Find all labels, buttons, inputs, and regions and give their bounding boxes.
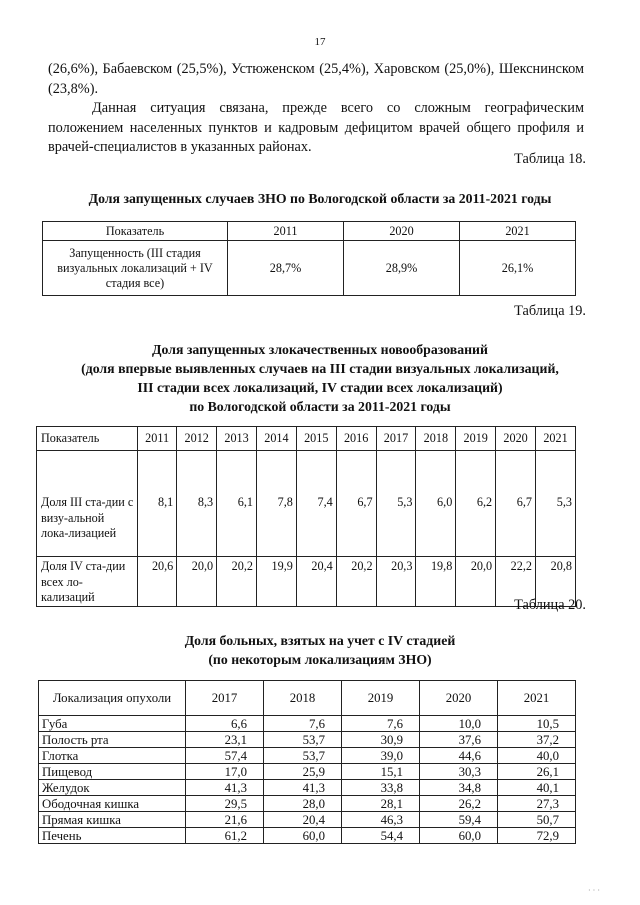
table-row bbox=[39, 764, 576, 780]
table-row bbox=[39, 812, 576, 828]
cell: 26,1% bbox=[460, 241, 576, 296]
intro-text bbox=[48, 60, 584, 158]
cell: 34,8 bbox=[420, 780, 498, 796]
cell: 72,9 bbox=[498, 828, 576, 844]
cell: 20,2 bbox=[336, 557, 376, 607]
header-cell: 2011 bbox=[138, 427, 177, 451]
header-cell: 2019 bbox=[342, 681, 420, 716]
cell: 57,4 bbox=[186, 748, 264, 764]
intro-paragraph: Данная ситуация связана, прежде всего со сложным географическим положением населенных пунктов и кадровым дефицитом врачей общего профиля и врачей-специалистов в указанных районах. bbox=[48, 100, 584, 155]
header-cell: 2011 bbox=[228, 222, 344, 241]
table-row bbox=[43, 241, 576, 296]
row-label: Глотка bbox=[39, 748, 186, 764]
cell: 8,1 bbox=[138, 451, 177, 557]
table20-body bbox=[39, 716, 576, 844]
header-cell: 2020 bbox=[420, 681, 498, 716]
cell: 41,3 bbox=[264, 780, 342, 796]
header-cell: 2016 bbox=[336, 427, 376, 451]
table-row bbox=[37, 451, 576, 557]
cell: 26,2 bbox=[420, 796, 498, 812]
cell: 17,0 bbox=[186, 764, 264, 780]
table20-title bbox=[40, 631, 600, 669]
cell: 6,7 bbox=[336, 451, 376, 557]
table18-title: Доля запущенных случаев ЗНО по Вологодской области за 2011-2021 годы bbox=[88, 191, 552, 206]
cell: 6,1 bbox=[217, 451, 257, 557]
cell: 60,0 bbox=[420, 828, 498, 844]
table-header-row bbox=[37, 427, 576, 451]
header-cell: 2017 bbox=[376, 427, 416, 451]
title-line: Доля запущенных злокачественных новообразований bbox=[152, 342, 488, 357]
title-line: (по некоторым локализациям ЗНО) bbox=[208, 652, 432, 667]
cell: 40,1 bbox=[498, 780, 576, 796]
row-label: Печень bbox=[39, 828, 186, 844]
intro-line: (26,6%), Бабаевском (25,5%), Устюженском (25,4%), Харовском (25,0%), Шекснинском (23,8%). bbox=[48, 61, 584, 97]
cell: 6,2 bbox=[456, 451, 496, 557]
table19-caption: Таблица 19. bbox=[514, 303, 586, 319]
cell: 23,1 bbox=[186, 732, 264, 748]
row-label: Желудок bbox=[39, 780, 186, 796]
cell: 20,3 bbox=[376, 557, 416, 607]
cell: 7,8 bbox=[256, 451, 296, 557]
row-label: Ободочная кишка bbox=[39, 796, 186, 812]
cell: 46,3 bbox=[342, 812, 420, 828]
cell: 39,0 bbox=[342, 748, 420, 764]
title-line: (доля впервые выявленных случаев на III стадии визуальных локализаций, bbox=[81, 361, 559, 376]
cell: 7,6 bbox=[342, 716, 420, 732]
header-cell: 2017 bbox=[186, 681, 264, 716]
cell: 50,7 bbox=[498, 812, 576, 828]
header-cell: 2020 bbox=[344, 222, 460, 241]
cell: 37,2 bbox=[498, 732, 576, 748]
cell: 30,3 bbox=[420, 764, 498, 780]
cell: 20,4 bbox=[296, 557, 336, 607]
cell: 8,3 bbox=[177, 451, 217, 557]
header-cell: 2015 bbox=[296, 427, 336, 451]
row-label: Полость рта bbox=[39, 732, 186, 748]
row-label: Прямая кишка bbox=[39, 812, 186, 828]
cell: 22,2 bbox=[496, 557, 536, 607]
cell: 60,0 bbox=[264, 828, 342, 844]
header-cell: 2019 bbox=[456, 427, 496, 451]
cell: 19,9 bbox=[256, 557, 296, 607]
cell: 40,0 bbox=[498, 748, 576, 764]
row-label: Губа bbox=[39, 716, 186, 732]
table-row bbox=[39, 716, 576, 732]
header-cell: 2018 bbox=[416, 427, 456, 451]
header-cell: Показатель bbox=[43, 222, 228, 241]
header-cell: 2014 bbox=[256, 427, 296, 451]
cell: 28,7% bbox=[228, 241, 344, 296]
cell: 29,5 bbox=[186, 796, 264, 812]
header-cell: 2020 bbox=[496, 427, 536, 451]
cell: 7,6 bbox=[264, 716, 342, 732]
table-row bbox=[39, 780, 576, 796]
header-cell: 2021 bbox=[498, 681, 576, 716]
header-cell: 2012 bbox=[177, 427, 217, 451]
cell: 53,7 bbox=[264, 732, 342, 748]
row-label: Запущенность (III стадия визуальных локализаций + IV стадия все) bbox=[43, 241, 228, 296]
cell: 41,3 bbox=[186, 780, 264, 796]
cell: 53,7 bbox=[264, 748, 342, 764]
cell: 61,2 bbox=[186, 828, 264, 844]
cell: 37,6 bbox=[420, 732, 498, 748]
cell: 20,8 bbox=[536, 557, 576, 607]
cell: 28,0 bbox=[264, 796, 342, 812]
row-label: Доля IV ста-дии всех ло-кализаций bbox=[37, 557, 138, 607]
cell: 20,4 bbox=[264, 812, 342, 828]
cell: 30,9 bbox=[342, 732, 420, 748]
title-line: Доля больных, взятых на учет с IV стадией bbox=[184, 633, 456, 648]
table20-caption: Таблица 20. bbox=[514, 597, 586, 613]
corner-mark: · · · bbox=[588, 886, 600, 895]
cell: 20,0 bbox=[456, 557, 496, 607]
cell: 21,6 bbox=[186, 812, 264, 828]
cell: 54,4 bbox=[342, 828, 420, 844]
row-label: Доля III ста-дии с визу-альной лока-лизацией bbox=[37, 451, 138, 557]
title-line: по Вологодской области за 2011-2021 годы bbox=[189, 399, 451, 414]
header-cell: Показатель bbox=[37, 427, 138, 451]
cell: 20,2 bbox=[217, 557, 257, 607]
header-cell: 2018 bbox=[264, 681, 342, 716]
cell: 20,6 bbox=[138, 557, 177, 607]
cell: 6,6 bbox=[186, 716, 264, 732]
table19 bbox=[36, 426, 576, 607]
table-row bbox=[39, 748, 576, 764]
header-cell: 2013 bbox=[217, 427, 257, 451]
cell: 15,1 bbox=[342, 764, 420, 780]
page-number: 17 bbox=[314, 36, 326, 48]
table-header-row bbox=[39, 681, 576, 716]
cell: 28,1 bbox=[342, 796, 420, 812]
cell: 19,8 bbox=[416, 557, 456, 607]
table-row bbox=[39, 732, 576, 748]
table20 bbox=[38, 680, 576, 844]
cell: 7,4 bbox=[296, 451, 336, 557]
table18-caption: Таблица 18. bbox=[514, 151, 586, 167]
cell: 5,3 bbox=[536, 451, 576, 557]
header-cell: Локализация опухоли bbox=[39, 681, 186, 716]
table-header-row bbox=[43, 222, 576, 241]
table-row bbox=[39, 828, 576, 844]
cell: 6,0 bbox=[416, 451, 456, 557]
header-cell: 2021 bbox=[536, 427, 576, 451]
cell: 10,5 bbox=[498, 716, 576, 732]
cell: 44,6 bbox=[420, 748, 498, 764]
row-label: Пищевод bbox=[39, 764, 186, 780]
table18 bbox=[42, 221, 576, 296]
header-cell: 2021 bbox=[460, 222, 576, 241]
cell: 59,4 bbox=[420, 812, 498, 828]
cell: 26,1 bbox=[498, 764, 576, 780]
cell: 25,9 bbox=[264, 764, 342, 780]
cell: 27,3 bbox=[498, 796, 576, 812]
table-row bbox=[39, 796, 576, 812]
table-row bbox=[37, 557, 576, 607]
cell: 20,0 bbox=[177, 557, 217, 607]
cell: 5,3 bbox=[376, 451, 416, 557]
table19-title bbox=[40, 340, 600, 416]
cell: 10,0 bbox=[420, 716, 498, 732]
title-line: III стадии всех локализаций, IV стадии всех локализаций) bbox=[137, 380, 503, 395]
cell: 6,7 bbox=[496, 451, 536, 557]
cell: 33,8 bbox=[342, 780, 420, 796]
cell: 28,9% bbox=[344, 241, 460, 296]
